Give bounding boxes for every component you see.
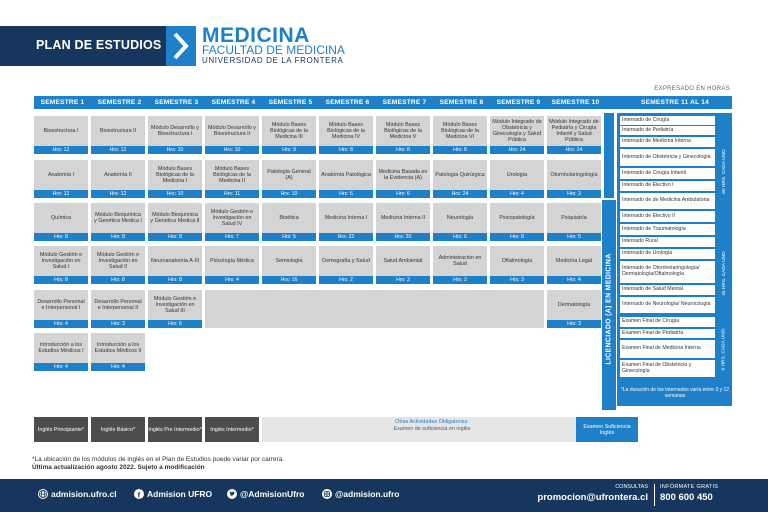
course-hours: Hrs: 4 (34, 320, 88, 328)
semester-label: SEMESTRE 5 (268, 99, 313, 106)
semester-label: SEMESTRE 3 (154, 99, 199, 106)
course-name: Patología Quirúrgica (435, 172, 485, 178)
course-name: Química (50, 215, 72, 221)
course-hours: Hrs: 4 (34, 363, 88, 371)
course-name: Medicina Basada en la Evidencia (A) (378, 169, 428, 181)
course-hours: Hrs: 8 (91, 276, 145, 284)
internship-item: Examen Final de Medicina Interna (620, 340, 715, 358)
informate-label: INFÓRMATE GRATIS (660, 484, 719, 490)
internship-hours-label: 6 HRS. CADA UNO (721, 328, 727, 370)
english-exam: Examen Suficiencia Inglés (576, 417, 638, 442)
licenciado-connector (604, 113, 614, 198)
course-hours: Hrs: 8 (319, 146, 373, 154)
plan-title: PLAN DE ESTUDIOS (36, 38, 162, 52)
twitter-icon (227, 489, 237, 499)
footer-divider (654, 484, 655, 506)
internship-item: Internado de de Medicina Ambulatoria (620, 193, 715, 209)
semester-label: SEMESTRE 6 (325, 99, 370, 106)
course-hours: Hrs: 4 (91, 363, 145, 371)
course-name: Módulo Bases Biológicas de la Medicina I (156, 166, 194, 184)
footer-instagram-link[interactable] (322, 489, 400, 499)
course-name: Administración en Salud (438, 255, 482, 267)
internship-item: Internado de Neurología/ Neurocirugía (620, 297, 715, 313)
footer-web-text: admision.ufro.cl (51, 489, 117, 499)
course-name: Medicina Legal (555, 258, 593, 264)
course-hours: Hrs: 16 (262, 276, 316, 284)
course-hours: Hrs: 10 (262, 190, 316, 198)
course-cell (148, 203, 202, 241)
course-name: Medicina Interna I (324, 215, 368, 221)
course-name: Neuroanatomía A-III (150, 258, 200, 264)
course-hours: Hrs: 6 (319, 190, 373, 198)
course-name: Módulo Bases Biológicas de la Medicina III (270, 122, 308, 140)
course-hours: Hrs: 24 (547, 146, 601, 154)
footer-twitter-link[interactable] (227, 489, 304, 499)
course-hours: Hrs: 2 (433, 276, 487, 284)
semester-label: SEMESTRE 7 (382, 99, 427, 106)
course-hours: Hrs: 8 (148, 276, 202, 284)
course-hours: Hrs: 3 (547, 320, 601, 328)
course-hours: Hrs: 8 (433, 146, 487, 154)
course-name: Módulo Bioquímica y Genética Medica I (94, 212, 142, 224)
course-cell (433, 116, 487, 154)
course-hours: Hrs: 10 (148, 190, 202, 198)
course-name: Módulo Bases Biológicas de la Medicina V (384, 122, 422, 140)
course-cell (262, 246, 316, 284)
course-cell (148, 290, 202, 328)
empty-grid-area (205, 290, 544, 328)
internship-item: Internado de Pediatría (620, 126, 715, 135)
course-hours: Hrs: 12 (34, 146, 88, 154)
internship-item: Internado de Cirugía Infantil (620, 168, 715, 179)
course-name: Módulo Gestión e Investigación en Salud IV (210, 209, 254, 227)
course-hours: Hrs: 10 (148, 146, 202, 154)
course-hours: Hrs: 8 (34, 233, 88, 241)
course-hours: Hrs: 4 (547, 276, 601, 284)
course-cell (148, 160, 202, 198)
course-hours: Hrs: 12 (91, 190, 145, 198)
footer-instagram-text: @admision.ufro (335, 489, 400, 499)
course-hours: Hrs: 6 (148, 320, 202, 328)
course-hours: Hrs: 4 (490, 190, 544, 198)
course-cell (91, 290, 145, 328)
course-cell (262, 160, 316, 198)
internship-item: Examen Final de Cirugía (620, 317, 715, 327)
course-name: Módulo Desarrollo y Bioestructura II (208, 125, 256, 137)
course-hours: Hrs: 12 (91, 146, 145, 154)
faculty-name: FACULTAD DE MEDICINA (202, 43, 345, 57)
semester-label: SEMESTRE 2 (97, 99, 142, 106)
course-cell (547, 246, 601, 284)
internship-item: Internado de Otorrinolaringología/ Dermatología/Oftalmología (620, 261, 715, 283)
course-name: Módulo Bases Biológicas de la Medicina II (213, 166, 251, 184)
course-hours: Hrs: 24 (490, 146, 544, 154)
course-hours: Hrs: 3 (91, 320, 145, 328)
instagram-icon (322, 489, 332, 499)
course-cell (376, 203, 430, 241)
course-name: Semiología (275, 258, 303, 264)
course-hours: Hrs: 24 (433, 190, 487, 198)
course-cell (34, 290, 88, 328)
course-cell (490, 246, 544, 284)
course-name: Psicopatología (499, 215, 535, 221)
english-module: Inglés Básico* (91, 417, 145, 442)
hours-note: EXPRESADO EN HORAS (654, 86, 730, 92)
course-cell (319, 203, 373, 241)
course-name: Medicina Interna II (380, 215, 426, 221)
course-hours: Hrs: 8 (148, 233, 202, 241)
english-other-title: Otras Actividades Obligatorias: (395, 419, 469, 425)
footer-facebook-text: Admision UFRO (147, 489, 213, 499)
course-name: Anatomía Patológica (321, 172, 371, 178)
course-cell (376, 246, 430, 284)
course-cell (376, 116, 430, 154)
course-hours: Hrs: 9 (262, 146, 316, 154)
svg-text:f: f (137, 490, 141, 499)
footnote-english: *La ubicación de los módulos de inglés en el Plan de Estudios puede variar por carrera. (32, 456, 285, 463)
internship-item: Examen Final de Pediatría (620, 329, 715, 338)
internship-item: Internado Rural (620, 237, 715, 247)
course-cell (490, 203, 544, 241)
course-name: Introducción a los Estudios Médicos II (94, 342, 142, 354)
course-hours: Hrs: 8 (34, 276, 88, 284)
semester-label: SEMESTRE 10 (551, 99, 600, 106)
course-cell (34, 333, 88, 371)
course-hours: Hrs: 12 (34, 190, 88, 198)
course-name: Psiquiatría (561, 215, 587, 221)
course-cell (205, 160, 259, 198)
course-cell (433, 160, 487, 198)
course-name: Desarrollo Personal e Interpersonal I (37, 299, 85, 311)
english-module: Inglés Pre Intermedio* (148, 417, 202, 442)
course-cell (319, 116, 373, 154)
course-name: Bioestructura II (99, 128, 137, 134)
course-hours: Hrs: 6 (376, 190, 430, 198)
course-name: Módulo Bases Biológicas de la Medicina IV (327, 122, 365, 140)
course-cell (376, 160, 430, 198)
course-cell (433, 246, 487, 284)
course-cell (205, 203, 259, 241)
course-name: Introducción a los Estudios Médicos I (38, 342, 84, 354)
internship-item: Internado de Cirugía (620, 116, 715, 125)
course-cell (547, 160, 601, 198)
course-name: Dermatología (557, 302, 591, 308)
course-cell (262, 116, 316, 154)
course-name: Urología (506, 172, 528, 178)
course-cell (433, 203, 487, 241)
course-name: Módulo Bases Biológicas de la Medicina VI (441, 122, 479, 140)
course-hours: Hrs: 6 (433, 233, 487, 241)
semester-label: SEMESTRE 9 (496, 99, 541, 106)
internship-hours-label: 60 HRS. CADA UNO (721, 148, 727, 194)
footnote-update: Última actualización agosto 2022. Sujeto a modificación (32, 464, 205, 471)
course-name: Módulo Gestión e Investigación en Salud I (39, 252, 83, 270)
course-name: Módulo Gestión e Investigación en Salud II (96, 252, 140, 270)
course-hours: Hrs: 8 (376, 146, 430, 154)
course-name: Otorrinolaringología (550, 172, 598, 178)
course-name: Bioestructura I (43, 128, 79, 134)
course-hours: Hrs: 22 (319, 233, 373, 241)
course-name: Anatomía II (104, 172, 132, 178)
course-cell (91, 160, 145, 198)
course-cell (262, 203, 316, 241)
course-cell (34, 203, 88, 241)
course-cell (319, 246, 373, 284)
course-name: Módulo Desarrollo y Bioestructura I (151, 125, 199, 137)
course-cell (91, 203, 145, 241)
course-cell (547, 290, 601, 328)
internship-item: Internado de Salud Mental (620, 285, 715, 295)
course-name: Bioética (279, 215, 299, 221)
semester-label: SEMESTRE 8 (439, 99, 484, 106)
course-name: Patología General (A) (267, 169, 311, 181)
course-hours: Hrs: 4 (205, 276, 259, 284)
course-hours: Hrs: 10 (205, 146, 259, 154)
licenciado-label: LICENCIADO (A) EN MEDICINA (605, 253, 613, 365)
course-name: Oftalmología (501, 258, 533, 264)
course-cell (91, 246, 145, 284)
course-name: Módulo Integrado de Pediatría y Cirugía Infantil y Salud Pública (549, 119, 599, 143)
course-cell (148, 116, 202, 154)
consultas-label: CONSULTAS (615, 484, 648, 490)
english-module: Inglés Intermedio* (205, 417, 259, 442)
semester-label: SEMESTRE 1 (40, 99, 85, 106)
course-name: Psicología Médica (210, 258, 254, 264)
internship-duration-note: *La duración de los Internados varía entre 3 y 12 semanas (620, 387, 730, 399)
internship-item: Internado de Obstetricia y Ginecología (620, 149, 715, 166)
facebook-icon (134, 489, 144, 499)
course-hours: Hrs: 8 (490, 233, 544, 241)
internship-item: Internado de Traumatología (620, 224, 715, 235)
english-other-text: Examen de suficiencia en inglés (393, 425, 471, 432)
brand-name: MEDICINA (202, 24, 310, 47)
course-name: Desarrollo Personal e Interpersonal II (94, 299, 142, 311)
course-cell (205, 246, 259, 284)
course-hours: Hrs: 8 (91, 233, 145, 241)
internship-item: Internado de Electivo II (620, 211, 715, 222)
course-name: Neurología (446, 215, 474, 221)
internship-item: Examen Final de Obstetricia y Ginecología (620, 360, 715, 377)
semester-label: SEMESTRE 4 (211, 99, 256, 106)
course-cell (91, 116, 145, 154)
english-other-activities (262, 419, 602, 432)
course-cell (319, 160, 373, 198)
course-name: Módulo Bioquímica y Genética Medica II (150, 212, 200, 224)
course-cell (547, 203, 601, 241)
course-name: Módulo Gestión e Investigación en Salud III (153, 296, 197, 314)
course-cell (34, 160, 88, 198)
course-hours: Hrs: 2 (319, 276, 373, 284)
course-hours: Hrs: 2 (376, 276, 430, 284)
course-cell (205, 116, 259, 154)
footer-twitter-text: @AdmisionUfro (240, 489, 305, 499)
course-name: Demografía y Salud (322, 258, 370, 264)
course-name: Módulo Integrado de Obstetricia y Ginecología y Salud Pública (492, 119, 542, 143)
course-hours: Hrs: 3 (490, 276, 544, 284)
course-cell (490, 160, 544, 198)
internship-hours-label: 45 HRS. CADA UNO (721, 250, 727, 296)
internship-item: Internado de Urología (620, 249, 715, 259)
course-hours: Hrs: 3 (547, 190, 601, 198)
course-cell (148, 246, 202, 284)
chevron-right-icon (166, 26, 196, 66)
contact-email[interactable]: promocion@ufrontera.cl (537, 492, 648, 503)
course-cell (34, 246, 88, 284)
english-module: Inglés Principiante* (34, 417, 88, 442)
course-cell (490, 116, 544, 154)
contact-phone[interactable]: 800 600 450 (660, 492, 713, 503)
course-cell (547, 116, 601, 154)
course-cell (34, 116, 88, 154)
internship-item: Internado de Electivo I (620, 181, 715, 191)
university-name: UNIVERSIDAD DE LA FRONTERA (202, 56, 344, 65)
semester-label: SEMESTRE 11 AL 14 (641, 99, 709, 106)
course-hours: Hrs: 5 (547, 233, 601, 241)
globe-icon (38, 489, 48, 499)
course-hours: Hrs: 20 (376, 233, 430, 241)
course-name: Salud Ambiental (383, 258, 423, 264)
footer-web-link[interactable] (38, 489, 117, 499)
footer-facebook-link[interactable] (134, 489, 212, 499)
course-cell (91, 333, 145, 371)
internship-item: Internado de Medicina Interna (620, 137, 715, 147)
course-name: Anatomía I (47, 172, 75, 178)
course-hours: Hrs: 11 (205, 190, 259, 198)
course-hours: Hrs: 7 (205, 233, 259, 241)
course-hours: Hrs: 5 (262, 233, 316, 241)
